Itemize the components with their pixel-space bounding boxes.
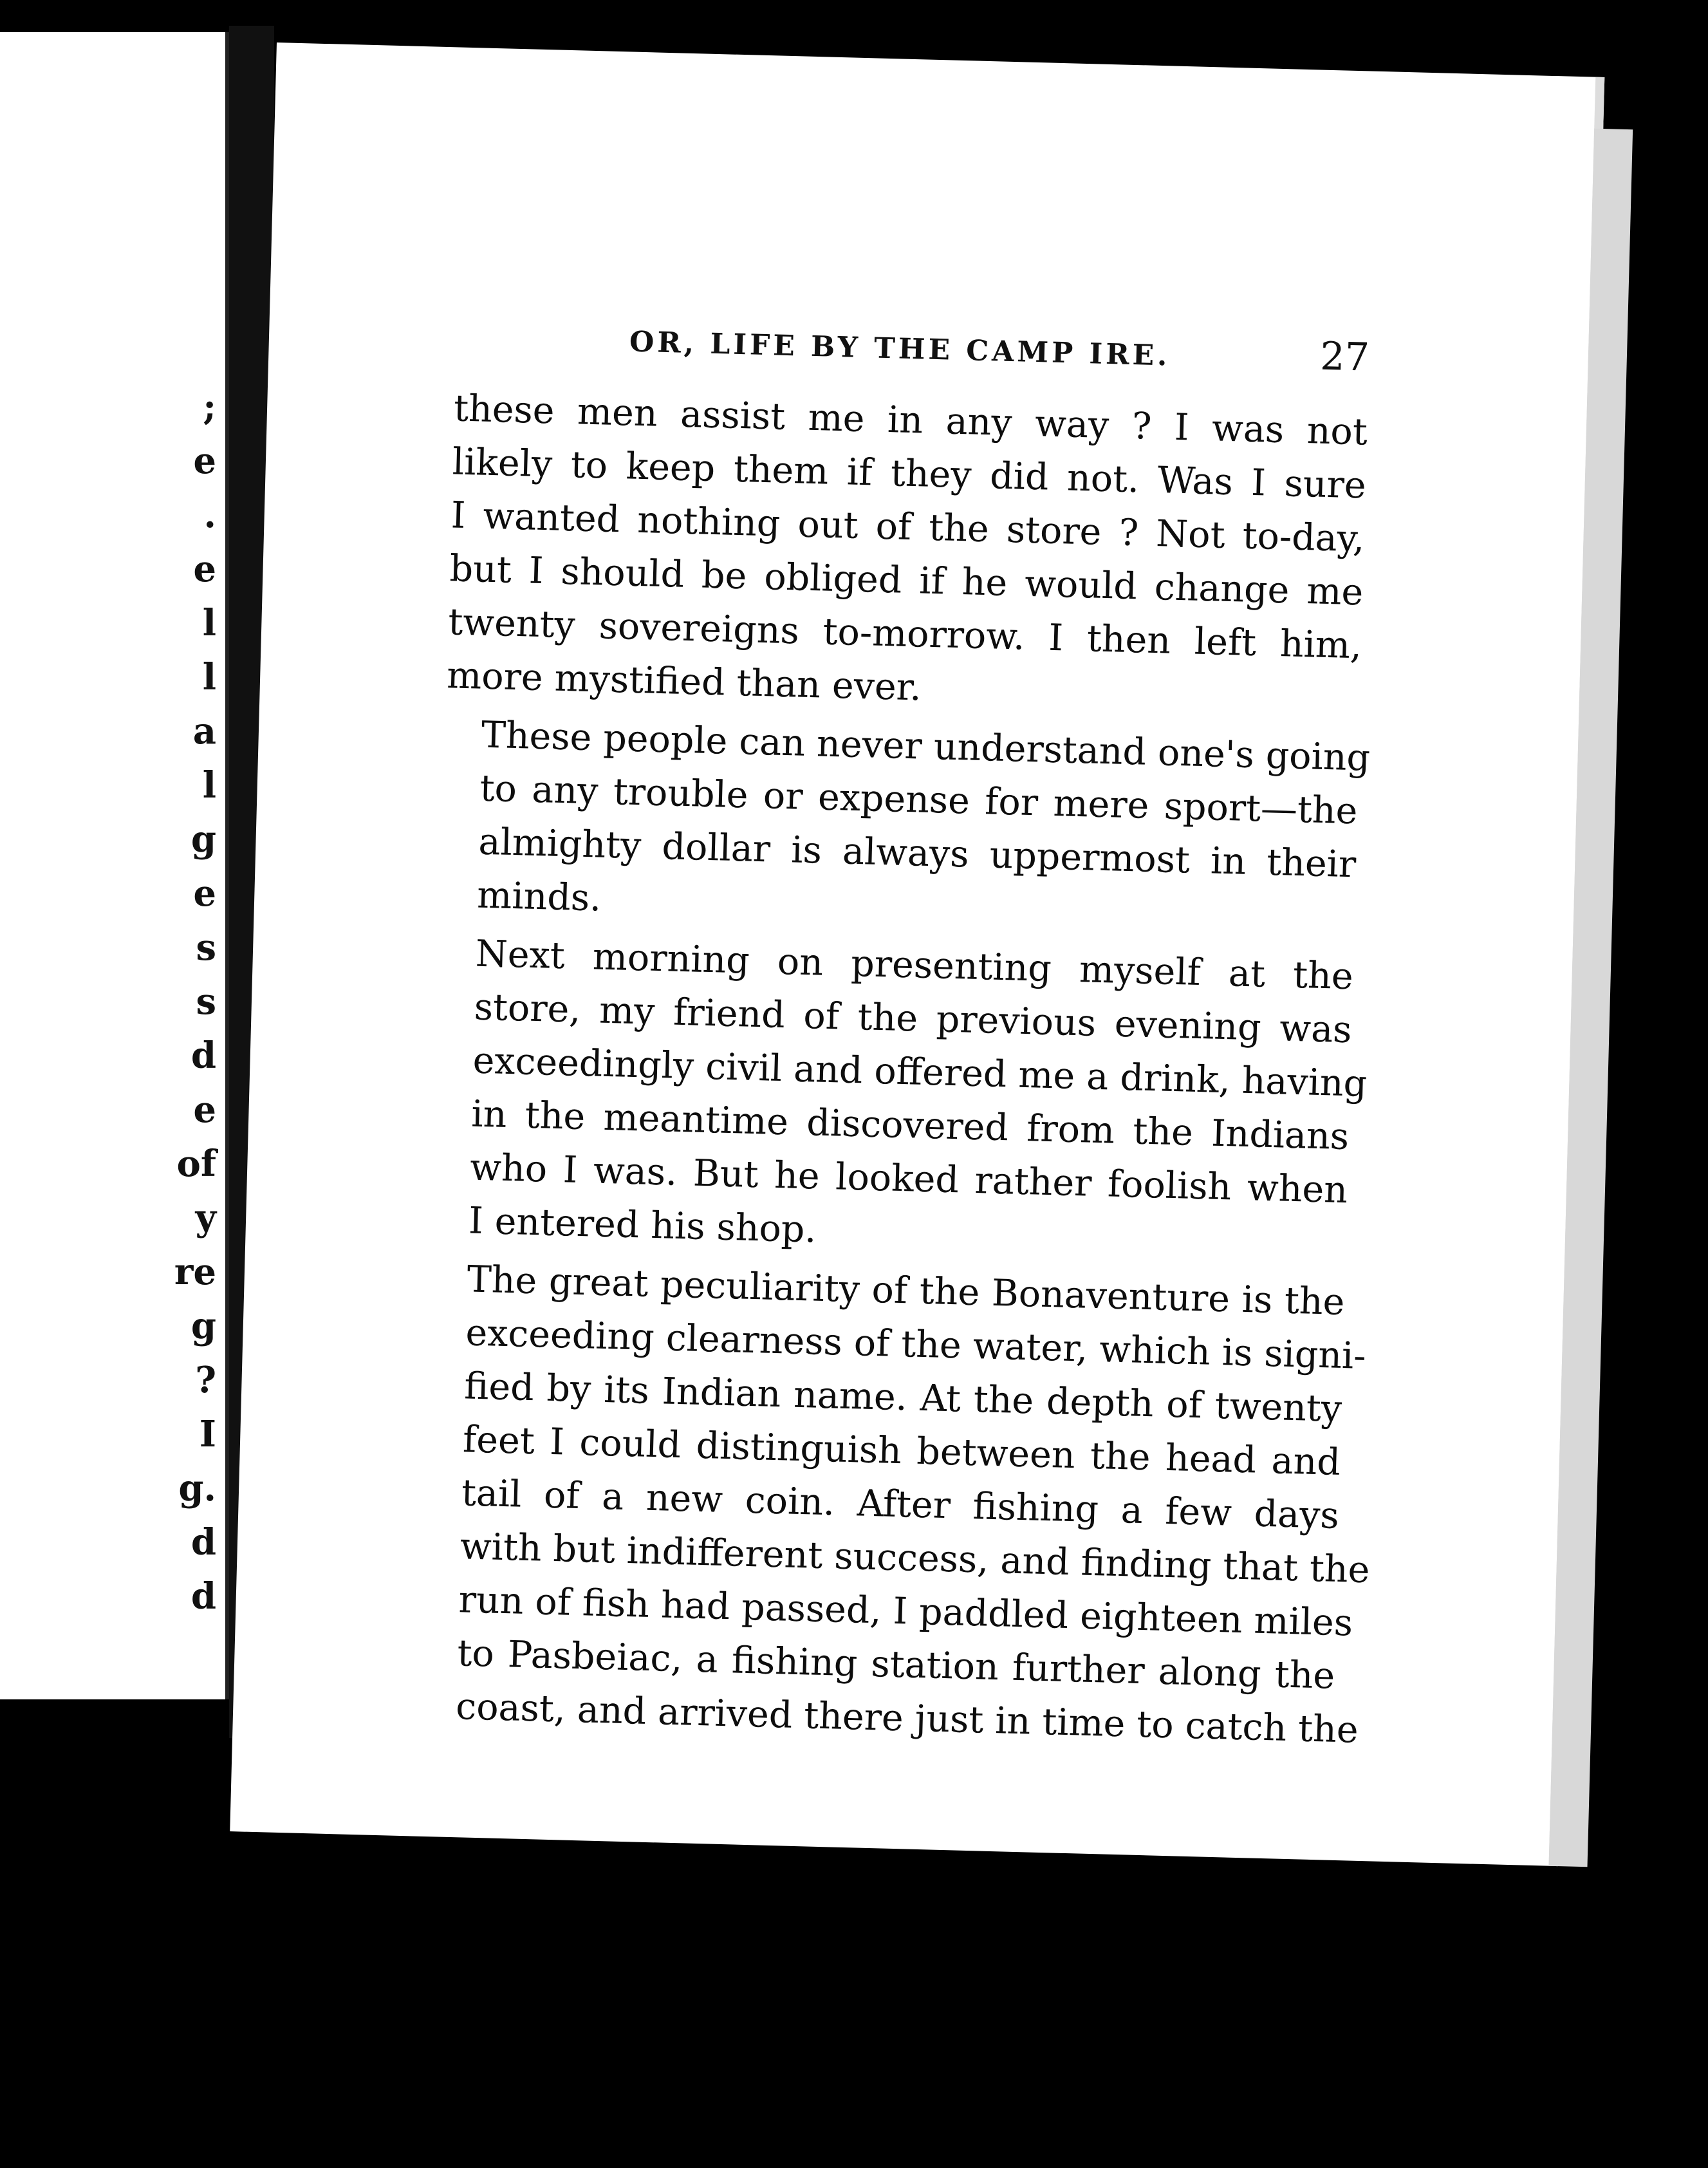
left-page-fragment: ? <box>195 1359 216 1401</box>
text-line: who I was. But he looked rather foolish when <box>469 1146 1348 1212</box>
page-edge <box>1549 129 1633 1867</box>
left-page-text-fragments <box>165 380 216 1623</box>
text-line: more mystified than ever. <box>446 654 922 709</box>
left-page-fragment: d <box>190 1575 216 1618</box>
left-page-fragment: g. <box>178 1467 216 1509</box>
left-page-fragment: l <box>202 764 216 807</box>
text-line: I entered his shop. <box>468 1199 817 1251</box>
text-line: these men assist me in any way ? I was not <box>453 387 1368 454</box>
text-line: to Pasbeiac, a fishing station further along the <box>456 1632 1335 1697</box>
left-page-fragment: a <box>192 710 216 752</box>
left-page-fragment: e <box>193 548 216 590</box>
left-page-fragment: l <box>202 656 216 698</box>
book-page <box>230 42 1604 1866</box>
text-line: in the meantime discovered from the Indians <box>470 1092 1350 1159</box>
paragraph <box>432 926 1368 1271</box>
paragraph <box>440 707 1371 945</box>
text-line: feet I could distinguish between the head and <box>462 1418 1341 1484</box>
page-header <box>629 316 1369 380</box>
text-line: exceedingly civil and offered me a drink, having <box>472 1039 1368 1105</box>
running-head: OR, LIFE BY THE CAMP IRE. <box>629 325 1171 373</box>
text-line: twenty sovereigns to-morrow. I then left him, <box>447 601 1362 668</box>
left-page-fragment: . <box>203 494 216 536</box>
text-line: tail of a new coin. After fishing a few days <box>461 1472 1340 1537</box>
page-number: 27 <box>1319 333 1370 380</box>
body-text <box>419 382 1371 1761</box>
left-page-fragment: s <box>196 926 216 969</box>
left-page-fragment: of <box>176 1143 216 1185</box>
text-line: store, my friend of the previous evening was <box>474 986 1353 1052</box>
text-line: coast, and arrived there just in time to catch the <box>455 1685 1359 1752</box>
paragraph <box>446 382 1368 726</box>
text-line: likely to keep them if they did not. Was I sure <box>452 440 1367 507</box>
text-line: I wanted nothing out of the store ? Not to-day, <box>450 494 1366 561</box>
left-page-fragment: l <box>202 602 216 644</box>
left-page-fragment: e <box>193 872 216 915</box>
text-line: to any trouble or expense for mere sport—the <box>479 767 1359 833</box>
left-page-fragment: re <box>174 1251 216 1293</box>
text-line: These people can never understand one's going <box>481 713 1371 780</box>
text-line: fied by its Indian name. At the depth of twenty <box>463 1365 1342 1431</box>
left-page-fragment: s <box>196 980 216 1023</box>
text-line: with but indifferent success, and finding that the <box>459 1525 1371 1592</box>
text-line: minds. <box>476 874 602 920</box>
left-page-fragment: ; <box>203 386 216 428</box>
left-page-fragment: d <box>190 1521 216 1564</box>
left-page-fragment: e <box>193 1089 216 1131</box>
left-page-fragment: g <box>190 1305 216 1347</box>
facing-page-left <box>0 32 229 1699</box>
text-line: but I should be obliged if he would change me <box>449 547 1364 614</box>
left-page-fragment: d <box>190 1034 216 1077</box>
left-page-fragment: y <box>195 1197 216 1239</box>
text-line: exceeding clearness of the water, which is signi- <box>465 1311 1367 1378</box>
text-line: run of fish had passed, I paddled eighteen miles <box>458 1578 1353 1645</box>
text-line: The great peculiarity of the Bonaventure is the <box>466 1258 1346 1324</box>
left-page-fragment: g <box>190 818 216 861</box>
left-page-fragment: e <box>193 440 216 482</box>
text-line: Next morning on presenting myself at the <box>475 932 1354 998</box>
text-line: almighty dollar is always uppermost in their <box>478 820 1357 886</box>
paragraph <box>419 1252 1371 1757</box>
left-page-fragment: I <box>199 1413 216 1455</box>
